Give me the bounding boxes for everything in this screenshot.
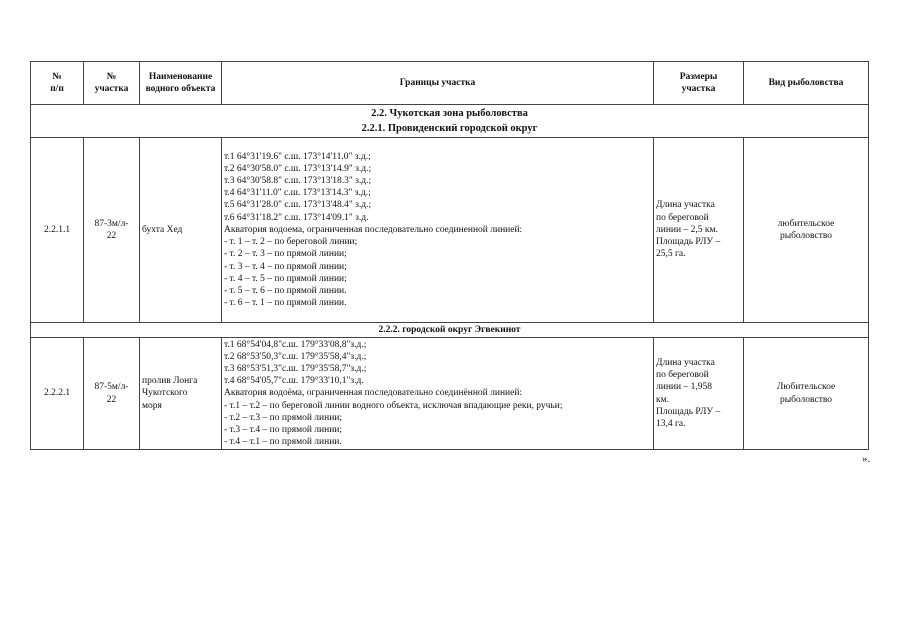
row-type: любительское рыболовство	[744, 138, 869, 323]
table-row	[31, 338, 869, 450]
row-plot: 87-5м/л- 22	[84, 338, 140, 450]
district-row	[31, 323, 869, 338]
closing-quote: ».	[862, 453, 871, 465]
border-line: т.3 68°53'51,3"с.ш. 179°35'58,7"з.д.;	[224, 363, 367, 374]
row-size: Длина участка по береговой линии – 1,958 км. Площадь РЛУ – 13,4 га.	[654, 338, 744, 450]
header-borders: Границы участка	[222, 62, 654, 105]
row-num: 2.2.1.1	[31, 138, 84, 323]
row-plot: 87-3м/л- 22	[84, 138, 140, 323]
header-water: Наименование водного объекта	[140, 62, 222, 105]
border-line: т.4 64°31'11.0" с.ш. 173°13'14.3" з.д.;	[224, 188, 371, 199]
fishing-plots-table	[30, 61, 869, 450]
row-borders	[222, 138, 654, 323]
border-line: - т. 2 – т. 3 – по прямой линии;	[224, 249, 347, 260]
row-water: бухта Хед	[140, 138, 222, 323]
zone-heading	[31, 105, 869, 138]
border-line: - т. 6 – т. 1 – по прямой линии.	[224, 298, 347, 309]
border-line: т.1 64°31'19.6" с.ш. 173°14'11.0" з.д.;	[224, 151, 371, 162]
header-row	[31, 62, 869, 105]
border-line: - т.3 – т.4 – по прямой линии;	[224, 425, 343, 435]
zone-row	[31, 105, 869, 138]
border-line: т.5 64°31'28.0" с.ш. 173°13'48.4" з.д.;	[224, 200, 372, 211]
border-line: т.3 64°30'58.8" с.ш. 173°13'18.3" з.д.;	[224, 176, 372, 187]
border-line: - т. 5 – т. 6 – по прямой линии.	[224, 285, 347, 296]
header-type: Вид рыболовства	[744, 62, 869, 105]
border-line: т.2 64°30'58.0" с.ш. 173°13'14.9" з.д.;	[224, 163, 372, 174]
district-1-title: 2.2.1. Провиденский городской округ	[361, 123, 538, 134]
row-size: Длина участка по береговой линии – 2,5 км. Площадь РЛУ – 25,5 га.	[654, 138, 744, 323]
border-line: - т.1 – т.2 – по береговой линии водного объекта, исключая впадающие реки, ручьи;	[224, 400, 563, 411]
border-line: - т.4 – т.1 – по прямой линии.	[224, 437, 342, 448]
border-line: Акватория водоема, ограниченная последовательно соединенной линией:	[224, 224, 523, 235]
header-num: № п/п	[31, 62, 84, 105]
border-line: - т. 4 – т. 5 – по прямой линии;	[224, 273, 347, 284]
district-2-title: 2.2.2. городской округ Эгвекинот	[31, 323, 869, 338]
header-size: Размеры участка	[654, 62, 744, 105]
border-line: т.4 68°54'05,7"с.ш. 179°33'10,1"з.д.	[224, 376, 364, 387]
row-water: пролив Лонга Чукотского моря	[140, 338, 222, 450]
border-line: т.2 68°53'50,3"с.ш. 179°35'58,4"з.д.;	[224, 351, 367, 362]
row-type: Любительское рыболовство	[744, 338, 869, 450]
zone-title: 2.2. Чукотская зона рыболовства	[371, 108, 528, 119]
border-line: - т. 1 – т. 2 – по береговой линии;	[224, 237, 358, 248]
row-num: 2.2.2.1	[31, 338, 84, 450]
border-line: т.1 68°54'04,8"с.ш. 179°33'08,8"з.д.;	[224, 339, 367, 350]
border-line: т.6 64°31'18.2" с.ш. 173°14'09.1" з.д.	[224, 212, 369, 223]
border-line: - т.2 – т.3 – по прямой линии;	[224, 412, 343, 423]
row-borders	[222, 338, 654, 450]
border-line: - т. 3 – т. 4 – по прямой линии;	[224, 261, 347, 272]
border-line: Акватория водоёма, ограниченная последовательно соединённой линией:	[224, 388, 523, 399]
header-plot: № участка	[84, 62, 140, 105]
table-row	[31, 138, 869, 323]
